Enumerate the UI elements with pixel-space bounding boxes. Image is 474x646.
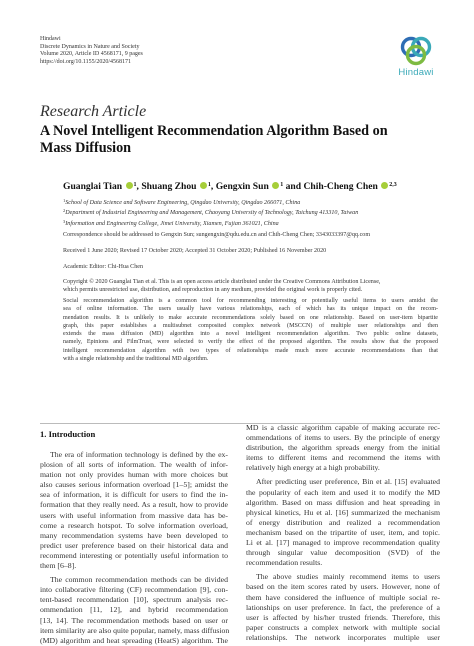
body-line: relatively high energy at a high probability. — [246, 463, 380, 473]
author-list — [63, 181, 397, 192]
body-line: predict user preference based on their historical data and — [40, 540, 228, 550]
body-line: recommendation results. — [246, 558, 323, 568]
author-separator: , — [136, 181, 142, 192]
affiliation-line — [63, 207, 358, 217]
abstract-line: namely, Epinions and FilmTrust, were selected to verify the effect of the proposed algorithm. The results show that the proposed — [63, 339, 438, 346]
affiliation-text: Department of Industrial Engineering and Management, Chaoyang University of Technology, Taichung 413310, Taiwan — [65, 210, 359, 217]
body-line: MD is a classic algorithm capable of making accurate rec- — [246, 423, 440, 432]
body-line: based on the item scores rated by users. However, none of — [246, 582, 440, 592]
affiliation-line — [63, 218, 358, 228]
body-line: into collaborative filtering (CF) recommendation [9], con- — [40, 585, 228, 595]
affiliation-line — [63, 197, 358, 207]
body-line: distribution, the algorithm spreads energy from the initial — [246, 443, 440, 453]
body-line: plosion of all sorts of information. The wealth of infor- — [40, 460, 228, 470]
body-line: recommend interesting or potentially useful information to — [40, 550, 228, 560]
body-line: physical kinetics, Hu et al. [16] summarized the mechanism — [246, 507, 440, 517]
orcid-icon[interactable] — [126, 182, 133, 189]
body-line: paper constructs a complex network with multiple social — [246, 622, 440, 632]
body-line: algorithm. Based on mass diffusion and heat spreading in — [246, 497, 440, 507]
abstract-line: extends the mass diffusion (MD) algorithm into a novel intelligent recommendation algorithm. Two public online datasets, — [63, 331, 438, 338]
body-line: of energy distribution and realized a recommendation — [246, 517, 440, 527]
affiliation-sup: 2 — [63, 208, 66, 214]
paper-title — [40, 123, 440, 156]
body-line: many recommendation systems have been developed to — [40, 530, 228, 540]
body-line: The common recommendation methods can be divided — [50, 575, 228, 585]
body-line: them have considered the influence of multiple social re- — [246, 592, 440, 602]
copyright-line: which permits unrestricted use, distribution, and reproduction in any medium, provided the original work is properly cited. — [63, 287, 363, 293]
body-line: mation not only provides human with more choices but — [40, 470, 228, 480]
orcid-icon[interactable] — [272, 182, 279, 189]
author-sup: 2,3 — [389, 182, 397, 188]
academic-editor: Academic Editor: Chi-Hua Chen — [63, 264, 144, 270]
affiliation-text: School of Data Science and Software Engineering, Qingdao University, Qingdao 266071, China — [65, 200, 301, 206]
affiliation-sup: 1 — [63, 198, 66, 203]
author-sup: 1 — [207, 182, 211, 188]
article-dates: Received 1 June 2020; Revised 17 October 2020; Accepted 31 October 2020; Published 16 November 2020 — [63, 248, 327, 254]
body-line: come a research hotspot. To solve information overload, — [40, 520, 228, 530]
body-line: (MD) algorithm and heat spreading (HeatS) algorithm. The — [40, 635, 228, 645]
doi-link[interactable]: https://doi.org/10.1155/2020/4568171 — [40, 58, 132, 65]
title-line: Mass Diffusion — [40, 139, 132, 156]
logo-text: Hindawi — [398, 67, 434, 78]
correspondence: Correspondence should be addressed to Gengxin Sun; sungengxin@qdu.edu.cn and Chih-Cheng Chen; 3343033397@qq.com — [63, 232, 371, 238]
abstract-line: intelligent recommendation algorithm with two types of relationships made much more accurate recommendations than that — [63, 347, 438, 354]
body-line: ommendations of items to users. By the principle of energy — [246, 433, 440, 443]
body-column-right — [246, 423, 440, 643]
affiliation-sup: 3 — [63, 218, 66, 224]
hindawi-rings-icon — [398, 36, 434, 66]
author-separator: and — [283, 181, 304, 192]
author-name: Shuang Zhou — [141, 181, 197, 192]
journal-meta — [40, 36, 240, 66]
body-line: the popularity of each item and used it to modify the MD — [246, 487, 440, 497]
body-line: Li et al. [17] managed to improve recommendation quality — [246, 538, 440, 548]
section-heading: 1. Introduction — [40, 429, 96, 439]
abstract-line: with a single relationship and the traditional MD algorithm. — [63, 356, 209, 363]
body-line: relationships. The network incorporates multiple user — [246, 632, 440, 642]
body-line: mechanism based on the tripartite of user, item, and topic. — [246, 527, 440, 537]
body-line: The above studies mainly recommend items to users — [256, 572, 440, 582]
orcid-icon[interactable] — [381, 182, 388, 189]
body-line: sea of information, it is difficult for users to find the in- — [40, 490, 228, 500]
copyright-line: Copyright © 2020 Guanglai Tian et al. This is an open access article distributed under the Creative Commons Attribution License, — [63, 279, 381, 285]
orcid-icon[interactable] — [200, 182, 207, 189]
body-line: items to different items and recommend the items with — [246, 453, 440, 463]
body-line: The era of information technology is defined by the ex- — [50, 450, 228, 459]
journal-meta-line: Hindawi — [40, 36, 61, 42]
body-line: ommendation [11, 12], and hybrid recommendation — [40, 605, 228, 615]
author-name: Gengxin Sun — [215, 181, 269, 192]
body-line: [13, 14]. The recommendation methods based on user or — [40, 615, 228, 625]
author-name: Chih-Cheng Chen — [303, 181, 378, 192]
body-line: user is affected by his/her trusted friends. Therefore, this — [246, 612, 440, 622]
abstract-line: mendation results. It is unlikely to make accurate recommendations solely based on one relationship. Based on user-item bipartite — [63, 314, 438, 321]
body-line: item similarity are also quite popular, namely, mass diffusion — [40, 625, 230, 635]
affiliation-text: Information and Engineering College, Jimei University, Xiamen, Fujian 361021, China — [65, 220, 279, 227]
hindawi-logo[interactable] — [392, 36, 440, 78]
journal-meta-line: Discrete Dynamics in Nature and Society — [40, 43, 140, 50]
body-line: users with useful information from massive data has be- — [40, 510, 228, 520]
affiliations — [63, 197, 358, 228]
author-separator: , — [210, 181, 216, 192]
body-line: them [6–8]. — [40, 561, 77, 571]
abstract-line: graph, this paper establishes a multisubnet composited complex network (MSCCN) of multiple user relationships and then — [63, 322, 438, 329]
abstract-line: Social recommendation algorithm is a common tool for recommending interesting or potentially useful items to users amidst the — [63, 298, 438, 304]
title-line: A Novel Intelligent Recommendation Algorithm Based on — [40, 123, 388, 139]
author-sup: 1 — [280, 182, 284, 188]
body-line: tent-based recommendation [10], spectrum analysis rec- — [40, 595, 228, 605]
journal-meta-line: Volume 2020, Article ID 4568171, 9 pages — [40, 51, 143, 58]
body-line: formation that they really need. As a result, how to provide — [40, 500, 228, 510]
body-line: also causes serious information overload [1–5]; amidst the — [40, 480, 228, 490]
abstract-line: sea of online information. The users usually have various relationships, each of which has its unique impact on the recom- — [63, 306, 438, 313]
body-line: lationships on user preference. In fact, the preference of a — [246, 602, 440, 612]
author-sup: 1 — [133, 182, 137, 188]
body-line: through singular value decomposition (SVD) of the — [246, 548, 440, 558]
body-column-left — [40, 450, 228, 646]
author-name: Guanglai Tian — [63, 181, 123, 192]
abstract — [63, 297, 438, 363]
article-type: Research Article — [40, 103, 147, 120]
body-line: After predicting user preference, Bin et al. [15] evaluated — [256, 477, 440, 487]
